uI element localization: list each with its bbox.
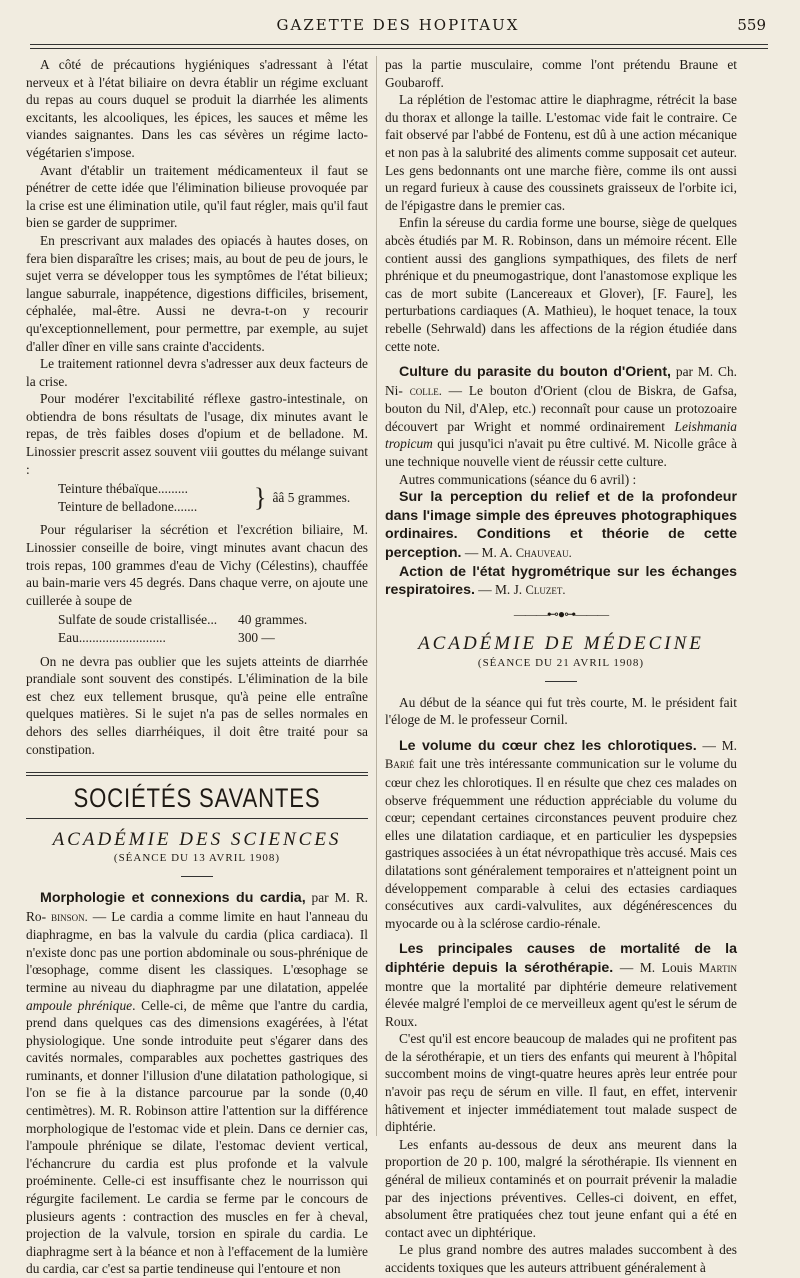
- article-paragraph: [385, 363, 737, 471]
- article-text: — Le bouton d'Orient (clou de Biskra, de Gafsa, bouton du Nil, d'Alep, etc.) reconnaît pour cause un protozoaire découvert par Wright et nommé ordinairement: [385, 382, 737, 434]
- paragraph: Les enfants au-dessous de deux ans meurent dans la proportion de 20 p. 100, malgré la sérothérapie. Ils viennent en général de milieux contaminés et on pourrait prévenir la maladie par des injections préventives. Celles-ci doivent, en effet, absolument être pratiquées chez tout jeune enfant qui a été en contact avec un diphtérique.: [385, 1136, 737, 1240]
- paragraph: Enfin la séreuse du cardia forme une bourse, siège de quelques abcès étudiés par M. R. Robinson, dans un mémoire récent. Elle contient aussi des ganglions sympathiques, des filets de nerf phrénique et du pneumogastrique, dont l'anastomose explique les cas de mort subite (Lancereaux et Glover), [F. Faure], les perturbations cardiaques (A. Mathieu), le hoquet tenace, la toux rebelle (Sehrwald) dans les affections de la région étudiée dans cette note.: [385, 215, 737, 354]
- academy-heading: ACADÉMIE DES SCIENCES: [52, 828, 342, 850]
- right-column: [385, 56, 737, 1277]
- article-paragraph: [385, 488, 737, 562]
- article-title: Morphologie et connexions du cardia,: [40, 889, 306, 906]
- paragraph: Autres communications (séance du 6 avril) :: [399, 471, 637, 487]
- article-title: Sur la perception du relief et de la profondeur dans l'image simple des épreuves photographiques ordinaires. Conditions et théorie de cette perception.: [385, 489, 737, 562]
- article-byline: — M. J.: [474, 582, 526, 598]
- session-date: (SÉANCE DU 13 AVRIL 1908): [113, 852, 281, 865]
- page-header: [30, 14, 766, 36]
- article-author: colle.: [409, 383, 442, 398]
- short-divider: [545, 681, 577, 682]
- article-text: montre que la mortalité par diphtérie demeure relativement élevée malgré l'emploi de ce merveilleux agent qu'est le sérum de Roux.: [385, 978, 737, 1029]
- article-author: Barié: [385, 757, 415, 772]
- column-divider: [376, 56, 377, 1136]
- paragraph: C'est qu'il est encore beaucoup de malades qui ne profitent pas de la sérothérapie, et un tiers des enfants qui meurent à l'hôpital succombent moins de vingt-quatre heures après leur entrée pour n'avoir pas reçu de sérum en ville. Il faut, en effet, intervenir hâtivement et injecter immédiatement tout malade suspect de diphtérie.: [385, 1031, 737, 1135]
- ornament-divider: ———⊷●⊶———: [513, 606, 609, 621]
- article-title: Action de l'état hygrométrique sur les échanges respiratoires.: [385, 563, 737, 599]
- article-byline: — M.: [696, 737, 737, 753]
- prescription-row: [26, 629, 368, 647]
- article-text: — Le cardia a comme limite en haut l'anneau du diaphragme, en bas la valvule du cardia (plica cardiaca). Il n'existe donc pas une portion abdominale ou sous-phrénique de l'œsophage, comme disent les classiques. L'œsophage se termine au niveau du diaphragme par une dilatation, appelée: [26, 908, 368, 995]
- prescription-quantity: 40 grammes.: [238, 612, 308, 628]
- prescription-opium: [26, 480, 368, 515]
- article-emphasis: Leishmania tropicum: [385, 418, 737, 452]
- article-paragraph: [26, 889, 368, 1278]
- article-author: Chauveau.: [515, 546, 572, 561]
- prescription-item: Sulfate de soude cristallisée...: [58, 612, 218, 628]
- article-paragraph: [385, 940, 737, 1030]
- prescription-row: [26, 611, 368, 629]
- article-byline: — M. Louis: [613, 959, 699, 975]
- paragraph: pas la partie musculaire, comme l'ont prétendu Braune et Goubaroff.: [385, 57, 737, 90]
- header-rule-secondary: [30, 48, 768, 49]
- left-column: [26, 56, 368, 1278]
- article-emphasis: ampoule phrénique: [26, 997, 133, 1013]
- article-text: . Celle-ci, de même que l'antre du cardia, prend dans quelques cas des dimensions exagérées, à l'état physiologique. Une sonde introduite peut s'égarer dans des cavités normales, comparables aux pochettes gastriques des ruminants, et donner l'illusion d'une dilatation pathologique, si l'on se fie à la distance parcourue par la sonde (0,40 centimètres). M. R. Robinson attire l'attention sur la différence morphologique de l'estomac vide et plein. Dans ce dernier cas, l'ampoule phrénique se dilate, l'estomac devient vertical, l'échancrure du cardia est plus profonde et la valvule proéminente. Celle-ci est insuffisante chez le nourrisson qui régurgite facilement. Le cardia se ferme par le concours de plusieurs agents : contraction des muscles en fer à cheval, projection de la valvule, torsion en spirale du cardia. Le diaphragme sert à la béance et non à l'effacement de la lumière du cardia, car c'est sa partie tendineuse qui l'entoure et non: [26, 997, 368, 1277]
- article-author: binson.: [51, 909, 88, 924]
- article-author: Cluzet.: [525, 583, 566, 598]
- article-byline: — M. A.: [461, 545, 516, 561]
- prescription-quantity: 300 —: [238, 630, 275, 645]
- paragraph: La réplétion de l'estomac attire le diaphragme, rétrécit la base du thorax et allonge la taille. L'estomac vide fait le contraire. Ce fait observé par l'abbé de Fontenu, est dû à une action mécanique et non pas à la salubrité des aliments comme supposait cet auteur. Les gens bedonnants ont une marche fière, comme ils ont aussi un regard furieux à cause des coussinets graisseux de l'orbite ici, de l'épigastre dans le premier cas.: [385, 92, 737, 213]
- article-byline: par M. R. Ro-: [26, 889, 368, 924]
- paragraph: Le traitement rationnel devra s'adresser aux deux facteurs de la crise.: [26, 356, 368, 389]
- article-paragraph: [385, 563, 737, 600]
- prescription-item: Teinture de belladone.......: [58, 498, 198, 514]
- article-text: qui jusqu'ici n'avait pu être cultivé. M. Nicolle grâce à une technique nouvelle vient de réussir cette culture.: [385, 436, 737, 470]
- prescription-sulfate: [26, 611, 368, 646]
- article-author: Martin: [698, 960, 737, 975]
- paragraph: Le plus grand nombre des autres malades succombent à des accidents toxiques que les auteurs attribuent généralement à: [385, 1242, 737, 1275]
- article-text: fait une très intéressante communication sur le volume du cœur chez les chlorotiques. Il en résulte que chez ces malades on observe fréquemment une réduction appréciable du volume du cœur; cependant certaines circonstances peuvent produire chez elles une dilatation cardiaque, et en particulier les dyspepsies gastriques associées à un état névropathique très accusé. Mais ces dilatations sont généralement temporaires et n'atteignent point un développement comparable à celui des ectasies cardiaques consécutives aux cardi-valvulites, aux dégénérescences du myocarde ou à la sclérose cardio-rénale.: [385, 756, 737, 931]
- paragraph: Pour modérer l'excitabilité réflexe gastro-intestinale, on obtiendra de bons résultats de l'usage, dix minutes avant le repas, de très faibles doses d'opium et de belladone. M. Linossier prescrit assez souvent viii gouttes du mélange suivant :: [26, 391, 368, 477]
- paragraph: A côté de précautions hygiéniques s'adressant à l'état nerveux et à l'état biliaire on devra établir un régime excluant du repas au cours duquel se produit la diarrhée les aliments excitants, les alcooliques, les épices, les sauces et même les viandes saignantes. Dans les cas sévères un régime lacto-végétarien s'impose.: [26, 57, 368, 160]
- brace-symbol: }: [254, 482, 267, 512]
- section-divider: [26, 772, 368, 776]
- section-title: SOCIÉTÉS SAVANTES: [73, 783, 321, 814]
- article-title: Culture du parasite du bouton d'Orient,: [399, 364, 671, 381]
- prescription-quantity: ââ 5 grammes.: [272, 490, 351, 506]
- session-date: (SÉANCE DU 21 AVRIL 1908): [477, 657, 645, 669]
- page-number: 559: [737, 16, 766, 34]
- paragraph: En prescrivant aux malades des opiacés à hautes doses, on fera bien disparaître les crises; mais, au bout de peu de jours, le sujet verra se développer tous les symptômes de l'état bilieux; langue saburrale, inappétence, digestions difficiles, brisement, céphalée, mal-être. Aussi ne devra-t-on y recourir qu'exceptionnellement, pour permettre, par exemple, au sujet d'aller dîner en ville sans crainte d'accidents.: [26, 232, 368, 354]
- prescription-item: Teinture thébaïque.........: [58, 481, 188, 497]
- article-title: Le volume du cœur chez les chlorotiques.: [399, 737, 697, 754]
- paragraph: Pour régulariser la sécrétion et l'excrétion biliaire, M. Linossier conseille de boire, vingt minutes avant chacun des trois repas, 100 grammes d'eau de Vichy (Célestins), chauffée au bain-marie vers 45 degrés. Dans chaque verre, on ajoute une cuillerée à soupe de: [26, 522, 368, 608]
- article-title: Les principales causes de mortalité de la diphtérie depuis la sérothérapie.: [385, 941, 737, 976]
- journal-title: GAZETTE DES HOPITAUX: [276, 16, 520, 34]
- section-rule: [26, 818, 368, 819]
- article-byline: par M. Ch. Ni-: [385, 364, 738, 398]
- paragraph: Avant d'établir un traitement médicamenteux il faut se pénétrer de cette idée que l'élimination bilieuse provoquée par la crise est une élimination utile, qu'il faut régler, mais qu'il faut bien se garder de supprimer.: [26, 162, 368, 231]
- paragraph: On ne devra pas oublier que les sujets atteints de diarrhée prandiale sont souvent des constipés. L'élimination de la bile est chez eux tellement brusque, qu'à peine elle entraîne quelques matières. Si le sujet n'a pas de selles normales en dehors des selles diarrhéiques, il doit être traité pour sa constipation.: [26, 653, 368, 757]
- academy-heading: ACADÉMIE DE MÉDECINE: [418, 633, 704, 655]
- short-divider: [181, 876, 213, 877]
- paragraph: Au début de la séance qui fut très courte, M. le président fait l'éloge de M. le professeur Cornil.: [385, 694, 737, 728]
- article-paragraph: [385, 737, 737, 933]
- header-rule: [30, 44, 768, 45]
- prescription-item: Eau..........................: [58, 630, 166, 645]
